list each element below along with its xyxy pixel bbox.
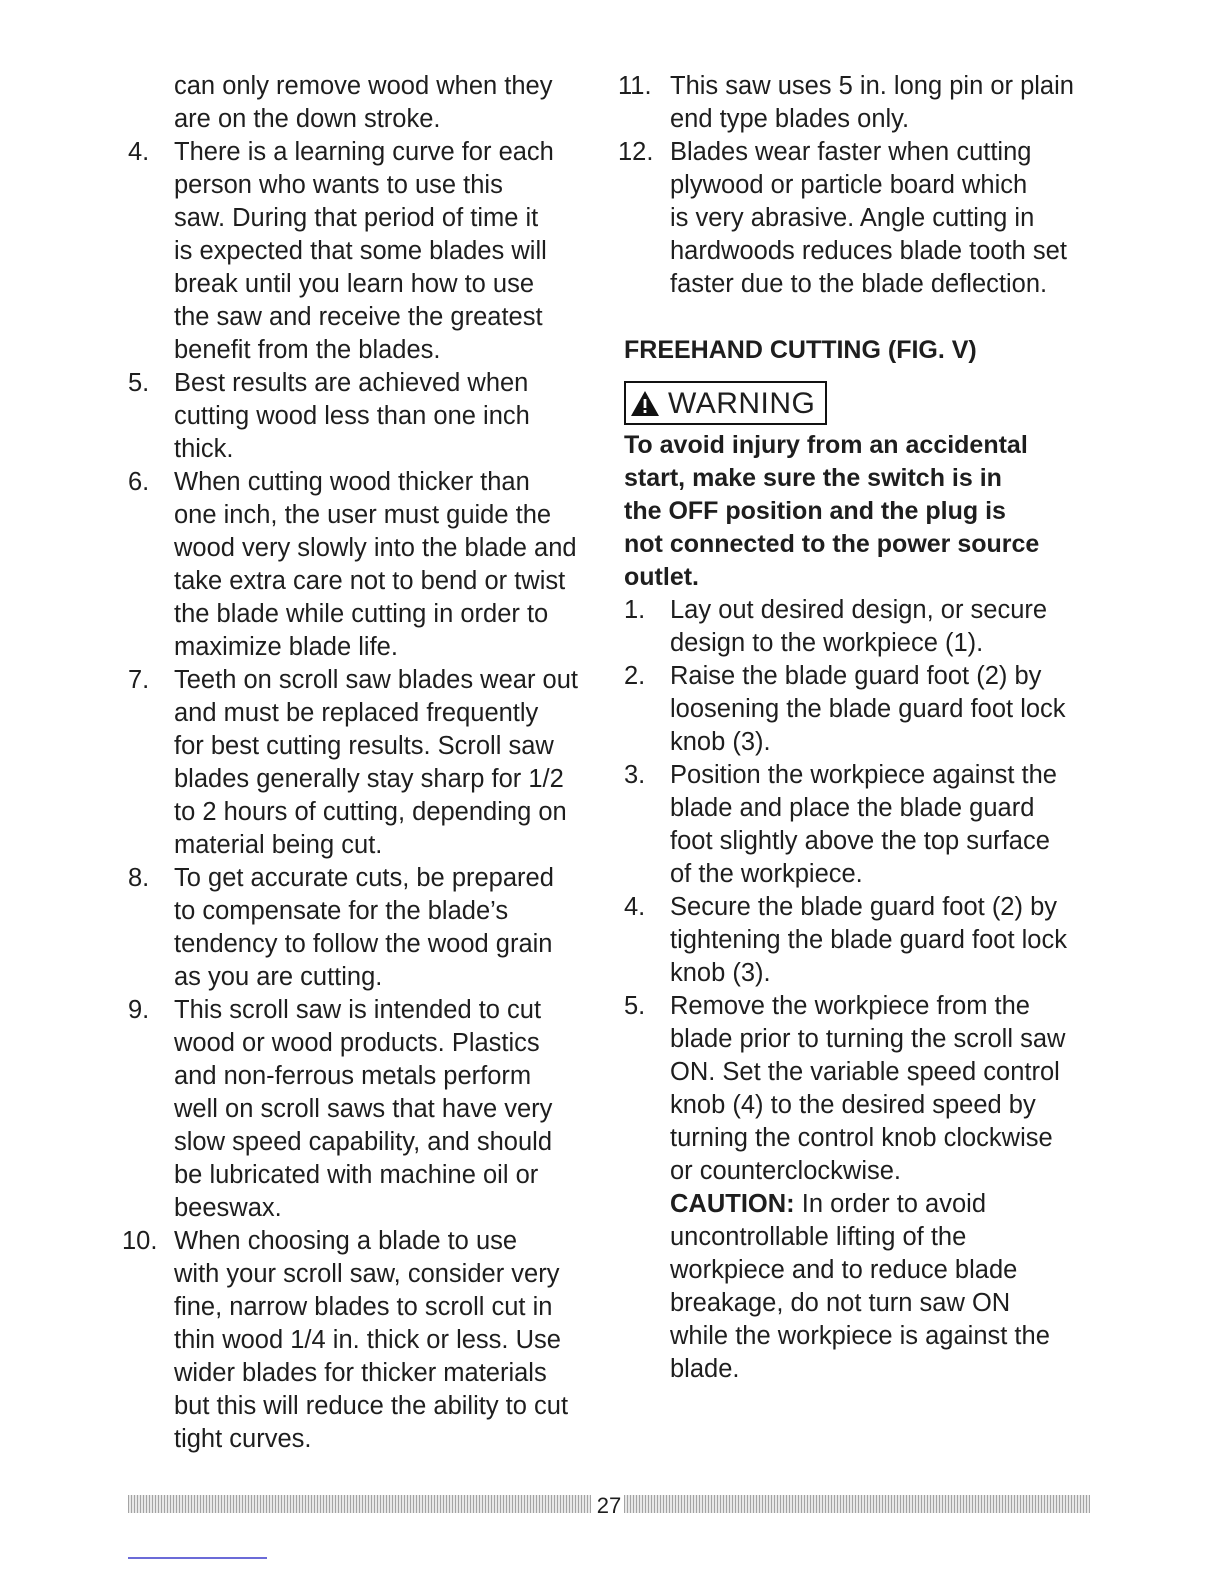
item-text-line: There is a learning curve for each — [174, 138, 554, 166]
item-text-line: To get accurate cuts, be prepared — [174, 864, 554, 892]
item-text-line: plywood or particle board which — [670, 171, 1028, 199]
item-text-line: is expected that some blades will — [174, 237, 547, 265]
item-text-line: Raise the blade guard foot (2) by — [670, 662, 1042, 690]
list-item — [624, 990, 1094, 1188]
item-text-line: saw. During that period of time it — [174, 204, 539, 232]
item-text-line: beeswax. — [174, 1194, 282, 1222]
warning-label: WARNING — [668, 386, 816, 420]
item-text-line: blade and place the blade guard — [670, 794, 1035, 822]
item-text-line: thick. — [174, 435, 234, 463]
item-text-line: knob (4) to the desired speed by — [670, 1091, 1036, 1119]
item-text-line: This saw uses 5 in. long pin or plain — [670, 72, 1074, 100]
item-number: 6. — [128, 468, 150, 496]
item-number: 7. — [128, 666, 150, 694]
item-text-line: and non-ferrous metals perform — [174, 1062, 532, 1090]
item-text-line: knob (3). — [670, 728, 771, 756]
item-text-line: Best results are achieved when — [174, 369, 529, 397]
item-text-line: faster due to the blade deflection. — [670, 270, 1048, 298]
item-text-line: tightening the blade guard foot lock — [670, 926, 1067, 954]
item-text-line: maximize blade life. — [174, 633, 398, 661]
item-text-line: foot slightly above the top surface — [670, 827, 1050, 855]
item-text-line: to 2 hours of cutting, depending on — [174, 798, 567, 826]
item-number: 11. — [618, 72, 652, 100]
warning-text-line: outlet. — [624, 563, 699, 591]
item-number: 3. — [624, 761, 646, 789]
item-number: 4. — [128, 138, 150, 166]
warning-text-line: To avoid injury from an accidental — [624, 431, 1028, 459]
item-text-line: design to the workpiece (1). — [670, 629, 984, 657]
item-text-line: wood or wood products. Plastics — [174, 1029, 540, 1057]
item-text-line: and must be replaced frequently — [174, 699, 539, 727]
list-item — [618, 70, 1094, 136]
item-text-line: one inch, the user must guide the — [174, 501, 552, 529]
item-number: 1. — [624, 596, 646, 624]
item-text-line: to compensate for the blade’s — [174, 897, 509, 925]
item-text-line: Position the workpiece against the — [670, 761, 1057, 789]
item-text-line: When cutting wood thicker than — [174, 468, 530, 496]
caution-label: CAUTION: — [670, 1190, 795, 1218]
freehand-steps — [624, 594, 1094, 1188]
item-number: 5. — [624, 992, 646, 1020]
warning-text-line: not connected to the power source — [624, 530, 1040, 558]
list-item — [624, 759, 1094, 891]
item-text-line: material being cut. — [174, 831, 383, 859]
footer-pattern-right — [624, 1495, 1090, 1513]
item-text-line: wood very slowly into the blade and — [174, 534, 577, 562]
right-column — [618, 70, 1094, 1386]
left-list — [122, 136, 590, 1456]
item-text-line: Secure the blade guard foot (2) by — [670, 893, 1057, 921]
list-item — [618, 136, 1094, 301]
section-heading: FREEHAND CUTTING (FIG. V) — [624, 336, 977, 364]
item-text-line: When choosing a blade to use — [174, 1227, 518, 1255]
list-item — [122, 1225, 590, 1456]
item-text-line: Lay out desired design, or secure — [670, 596, 1048, 624]
item-text-line: the saw and receive the greatest — [174, 303, 543, 331]
item-text-line: person who wants to use this — [174, 171, 503, 199]
warning-box — [624, 381, 827, 425]
item-text-line: end type blades only. — [670, 105, 910, 133]
item-text-line: blade prior to turning the scroll saw — [670, 1025, 1066, 1053]
list-item — [128, 664, 590, 862]
item-text-line: or counterclockwise. — [670, 1157, 902, 1185]
intro-continuation: can only remove wood when they are on the down stroke. — [174, 72, 553, 133]
item-text-line: well on scroll saws that have very — [174, 1095, 553, 1123]
item-text-line: turning the control knob clockwise — [670, 1124, 1053, 1152]
left-column — [122, 70, 590, 1456]
item-text-line: with your scroll saw, consider very — [174, 1260, 560, 1288]
item-number: 8. — [128, 864, 150, 892]
item-text-line: cutting wood less than one inch — [174, 402, 530, 430]
item-text-line: the blade while cutting in order to — [174, 600, 549, 628]
item-text-line: fine, narrow blades to scroll cut in — [174, 1293, 553, 1321]
item-text-line: break until you learn how to use — [174, 270, 535, 298]
warning-box-wrapper — [624, 381, 1094, 425]
item-text-line: but this will reduce the ability to cut — [174, 1392, 569, 1420]
list-item — [624, 660, 1094, 759]
item-text-line: tendency to follow the wood grain — [174, 930, 553, 958]
item-text-line: as you are cutting. — [174, 963, 383, 991]
item-text-line: Blades wear faster when cutting — [670, 138, 1032, 166]
list-item — [128, 136, 590, 367]
item-number: 5. — [128, 369, 150, 397]
warning-triangle-icon — [630, 390, 660, 417]
item-number: 12. — [618, 138, 654, 166]
page-footer — [128, 1493, 1090, 1517]
item-text-line: Teeth on scroll saw blades wear out — [174, 666, 578, 694]
list-item — [624, 891, 1094, 990]
item-text-line: This scroll saw is intended to cut — [174, 996, 542, 1024]
item-number: 10. — [122, 1227, 158, 1255]
item-text-line: blades generally stay sharp for 1/2 — [174, 765, 564, 793]
item-text-line: Remove the workpiece from the — [670, 992, 1030, 1020]
item-text-line: wider blades for thicker materials — [174, 1359, 547, 1387]
caution-first-line: In order to avoid — [794, 1190, 987, 1218]
list-item — [128, 862, 590, 994]
item-text-line: thin wood 1/4 in. thick or less. Use — [174, 1326, 561, 1354]
item-number: 9. — [128, 996, 150, 1024]
list-item — [624, 594, 1094, 660]
item-text-line: take extra care not to bend or twist — [174, 567, 566, 595]
right-list-top — [618, 70, 1094, 301]
warning-text-line: the OFF position and the plug is — [624, 497, 1006, 525]
caution-note: CAUTION: In order to avoid uncontrollable lifting of the workpiece and to reduce blade breakage, do not turn saw ON while the workpiece is against the blade. — [670, 1190, 1050, 1383]
list-item — [128, 466, 590, 664]
warning-message — [624, 429, 1094, 594]
item-text-line: benefit from the blades. — [174, 336, 441, 364]
page-number: 27 — [596, 1493, 622, 1518]
footer-pattern-left — [128, 1495, 591, 1513]
item-number: 2. — [624, 662, 646, 690]
warning-text-line: start, make sure the switch is in — [624, 464, 1002, 492]
item-text-line: of the workpiece. — [670, 860, 863, 888]
item-text-line: knob (3). — [670, 959, 771, 987]
item-text-line: be lubricated with machine oil or — [174, 1161, 539, 1189]
item-text-line: slow speed capability, and should — [174, 1128, 553, 1156]
scan-artifact-line — [128, 1557, 267, 1559]
item-number: 4. — [624, 893, 646, 921]
item-text-line: loosening the blade guard foot lock — [670, 695, 1066, 723]
item-text-line: for best cutting results. Scroll saw — [174, 732, 554, 760]
item-text-line: tight curves. — [174, 1425, 312, 1453]
item-text-line: is very abrasive. Angle cutting in — [670, 204, 1035, 232]
item-text-line: hardwoods reduces blade tooth set — [670, 237, 1067, 265]
list-item — [128, 367, 590, 466]
item-text-line: ON. Set the variable speed control — [670, 1058, 1060, 1086]
list-item — [128, 994, 590, 1225]
